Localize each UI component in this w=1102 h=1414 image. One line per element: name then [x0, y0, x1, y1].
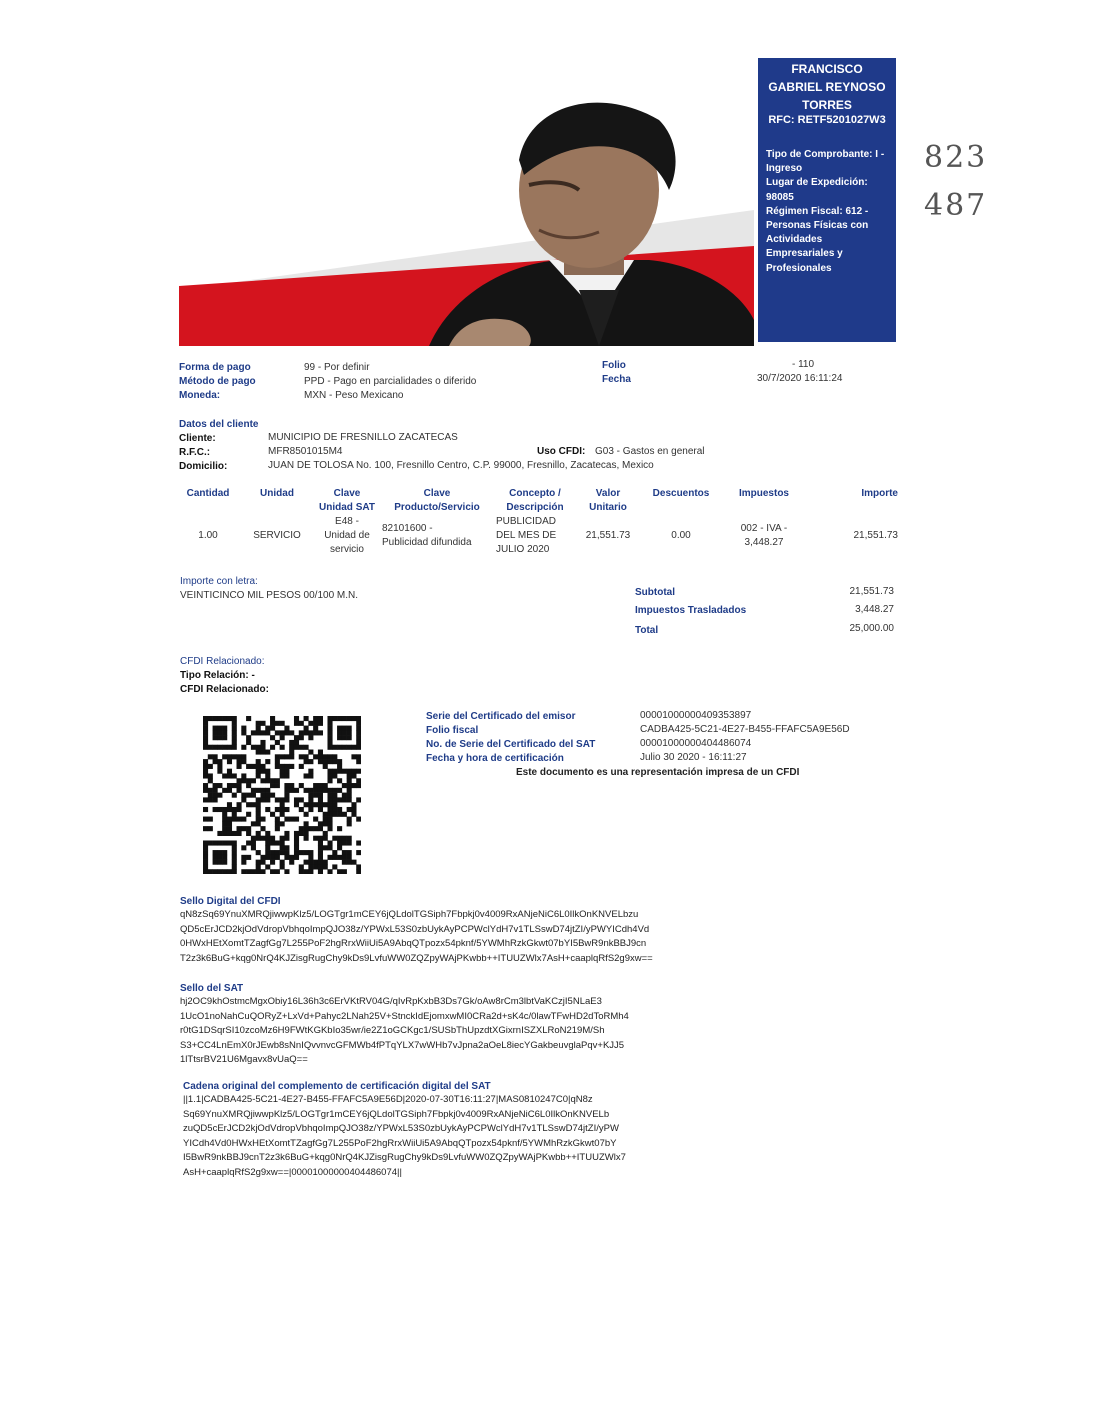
- folio-label: Folio: [602, 360, 626, 371]
- cfdi-relacionado-title: CFDI Relacionado:: [180, 656, 265, 667]
- importe-letra-value: VEINTICINCO MIL PESOS 00/100 M.N.: [180, 590, 359, 601]
- folio-value: - 110: [792, 359, 815, 370]
- uso-cfdi-label: Uso CFDI:: [537, 446, 586, 457]
- domicilio-value: JUAN DE TOLOSA No. 100, Fresnillo Centro, C.P. 99000, Fresnillo, Zacatecas, Mexico: [268, 460, 654, 471]
- col-descuentos: Descuentos: [652, 488, 710, 499]
- fecha-value: 30/7/2020 16:11:24: [757, 373, 843, 384]
- col-concepto: Concepto / Descripción: [506, 488, 564, 513]
- cell-concepto: PUBLICIDAD DEL MES DE JULIO 2020: [496, 516, 557, 555]
- cliente-value: MUNICIPIO DE FRESNILLO ZACATECAS: [268, 432, 458, 443]
- fecha-certificacion-value: Julio 30 2020 - 16:11:27: [640, 752, 747, 763]
- total-label: Total: [635, 625, 659, 636]
- rfc-label: R.F.C.:: [179, 447, 211, 458]
- client-section-title: Datos del cliente: [179, 419, 259, 430]
- col-clave-producto: Clave Producto/Servicio: [394, 488, 480, 513]
- cell-descuentos: 0.00: [671, 530, 691, 541]
- sello-sat-title: Sello del SAT: [180, 983, 244, 994]
- folio-fiscal-label: Folio fiscal: [426, 725, 479, 736]
- portrait-photo: [179, 100, 754, 346]
- col-cantidad: Cantidad: [186, 488, 230, 499]
- col-valor-unitario: Valor Unitario: [589, 488, 627, 513]
- sello-cfdi-text: qN8zSq69YnuXMRQjiwwpKlz5/LOGTgr1mCEY6jQLdolTGSiph7Fbpkj0v4009RxANjeNiC6L0IlkOnKNVELbzu QD5cErJCD2kjOdVdropVbhqoImpQJO38z/YPWxL53S0zbUykAyPCPWclYdH7v1TLSswD74jtZI/yPWYICdh4Vd 0HWxHEtXomtTZagfGg7L255PoF2hgRrxWiiUi5A9AbqQTpozx54pknf/5YWMhRzkGkwt07bYI5BwR9nkBBJ9cn T2z3k6BuG+kqg0NrQ4KJZisgRugChy9kDs9LvfuWW0ZQZpyWAjPKwbb++ITUUZWlx7AsH+caaplqRfS2g9xw==: [180, 909, 653, 964]
- cadena-original-title: Cadena original del complemento de certificación digital del SAT: [183, 1081, 491, 1092]
- fecha-label: Fecha: [602, 374, 631, 385]
- issuer-name: FRANCISCO GABRIEL REYNOSO TORRES: [768, 62, 886, 112]
- serie-certificado-label: Serie del Certificado del emisor: [426, 711, 576, 722]
- uso-cfdi-value: G03 - Gastos en general: [595, 446, 705, 457]
- cadena-original-text: ||1.1|CADBA425-5C21-4E27-B455-FFAFC5A9E56D|2020-07-30T16:11:27|MAS0810247C0|qN8z Sq69YnuXMRQjiwwpKlz5/LOGTgr1mCEY6jQLdolTGSiph7Fbpkj0v4009RxANjeNiC6L0IlkOnKNVELb zuQD5cErJCD2kjOdVdropVbhqoImpQJO38z/YPWxL53S0zbUykAyPCPWclYdH7v1TLSswD74jtZI/yPW YICdh4Vd0HWxHEtXomtTZagfGg7L255PoF2hgRrxWiiUi5A9AbqQTpozx54pknf/5YWMhRzkGkwt07bY I5BwR9nkBBJ9cnT2z3k6BuG+kqg0NrQ4KJZisgRugChy9kDs9LvfuWW0ZQZpyWAjPKwbb++ITUUZWlx7 AsH+caaplqRfS2g9xw==|00001000000404486074||: [183, 1094, 626, 1178]
- issuer-panel: [758, 58, 896, 342]
- importe-letra-label: Importe con letra:: [180, 576, 258, 587]
- items-table-header: [176, 487, 900, 515]
- no-serie-sat-value: 00001000000404486074: [640, 738, 752, 749]
- no-serie-sat-label: No. de Serie del Certificado del SAT: [426, 739, 596, 750]
- metodo-pago-label: Método de pago: [179, 376, 256, 387]
- cell-importe: 21,551.73: [853, 530, 898, 541]
- col-impuestos: Impuestos: [738, 488, 789, 499]
- table-row: [176, 515, 900, 557]
- impuestos-trasladados-label: Impuestos Trasladados: [635, 605, 747, 616]
- sello-sat-text: hj2OC9khOstmcMgxObiy16L36h3c6ErVKtRV04G/qIvRpKxbB3Ds7Gk/oAw8rCm3lbtVaKCzjI5NLaE3 1UcO1noNahCuQORyZ+LxVd+Pahyc2LNah25V+StnckIdEjomxwMI0CRa2d+sK4c/0lawTFwHD2dToRMh4 r0tG1DSqrSI10zcoMz6H9FWtKGKbIo35wr/ie2Z1oGCKgc1/SUSbThUpzdtXGixrnISZXLRoN219M/Sh S3+CC4LnEmX0rJEwb8sNnIQvvnvcGFMWb4fPTqYLX7wWHb7vJpna2aOeL8iecYGakbeuvglaPqv+KJJ5 1lTtsrBV21U6Mgavx8vUaQ==: [180, 996, 629, 1065]
- moneda-label: Moneda:: [179, 390, 221, 401]
- forma-pago-label: Forma de pago: [179, 362, 251, 373]
- serie-certificado-value: 00001000000409353897: [640, 710, 752, 721]
- subtotal-label: Subtotal: [635, 587, 675, 598]
- col-unidad: Unidad: [260, 488, 294, 499]
- cfdi-representation-note: Este documento es una representación impresa de un CFDI: [516, 767, 800, 778]
- cell-clave-producto: 82101600 - Publicidad difundida: [382, 523, 472, 548]
- cliente-label: Cliente:: [179, 433, 216, 444]
- rfc-value: MFR8501015M4: [268, 446, 343, 457]
- cell-cantidad: 1.00: [198, 530, 218, 541]
- items-table: [176, 487, 900, 557]
- metodo-pago-value: PPD - Pago en parcialidades o diferido: [304, 376, 477, 387]
- impuestos-trasladados-value: 3,448.27: [855, 604, 894, 615]
- issuer-rfc: RFC: RETF5201027W3: [768, 114, 886, 126]
- cell-impuestos: 002 - IVA - 3,448.27: [740, 523, 788, 548]
- total-value: 25,000.00: [849, 623, 894, 634]
- sello-cfdi-title: Sello Digital del CFDI: [180, 896, 281, 907]
- col-clave-unidad: Clave Unidad SAT: [319, 488, 375, 513]
- handwritten-number-1: 823: [924, 140, 988, 175]
- subtotal-value: 21,551.73: [849, 586, 894, 597]
- items-table-wrapper: [176, 487, 900, 557]
- forma-pago-value: 99 - Por definir: [304, 362, 370, 373]
- moneda-value: MXN - Peso Mexicano: [304, 390, 404, 401]
- cell-clave-unidad: E48 - Unidad de servicio: [324, 516, 370, 555]
- qr-code: [203, 716, 361, 874]
- header-banner-photo: [179, 100, 754, 346]
- domicilio-label: Domicilio:: [179, 461, 228, 472]
- col-importe: Importe: [861, 488, 898, 499]
- issuer-fiscal-info: Tipo de Comprobante: I - Ingreso Lugar de Expedición: 98085 Régimen Fiscal: 612 - Personas Físicas con Actividades Empresariales y Profesionales: [766, 149, 885, 274]
- fecha-certificacion-label: Fecha y hora de certificación: [426, 753, 564, 764]
- handwritten-number-2: 487: [924, 188, 988, 223]
- cell-valor-unitario: 21,551.73: [585, 530, 631, 541]
- cfdi-relacionado-label: CFDI Relacionado:: [180, 684, 269, 695]
- tipo-relacion-label: Tipo Relación: -: [180, 670, 255, 681]
- folio-fiscal-value: CADBA425-5C21-4E27-B455-FFAFC5A9E56D: [640, 724, 850, 735]
- cell-unidad: SERVICIO: [253, 530, 301, 541]
